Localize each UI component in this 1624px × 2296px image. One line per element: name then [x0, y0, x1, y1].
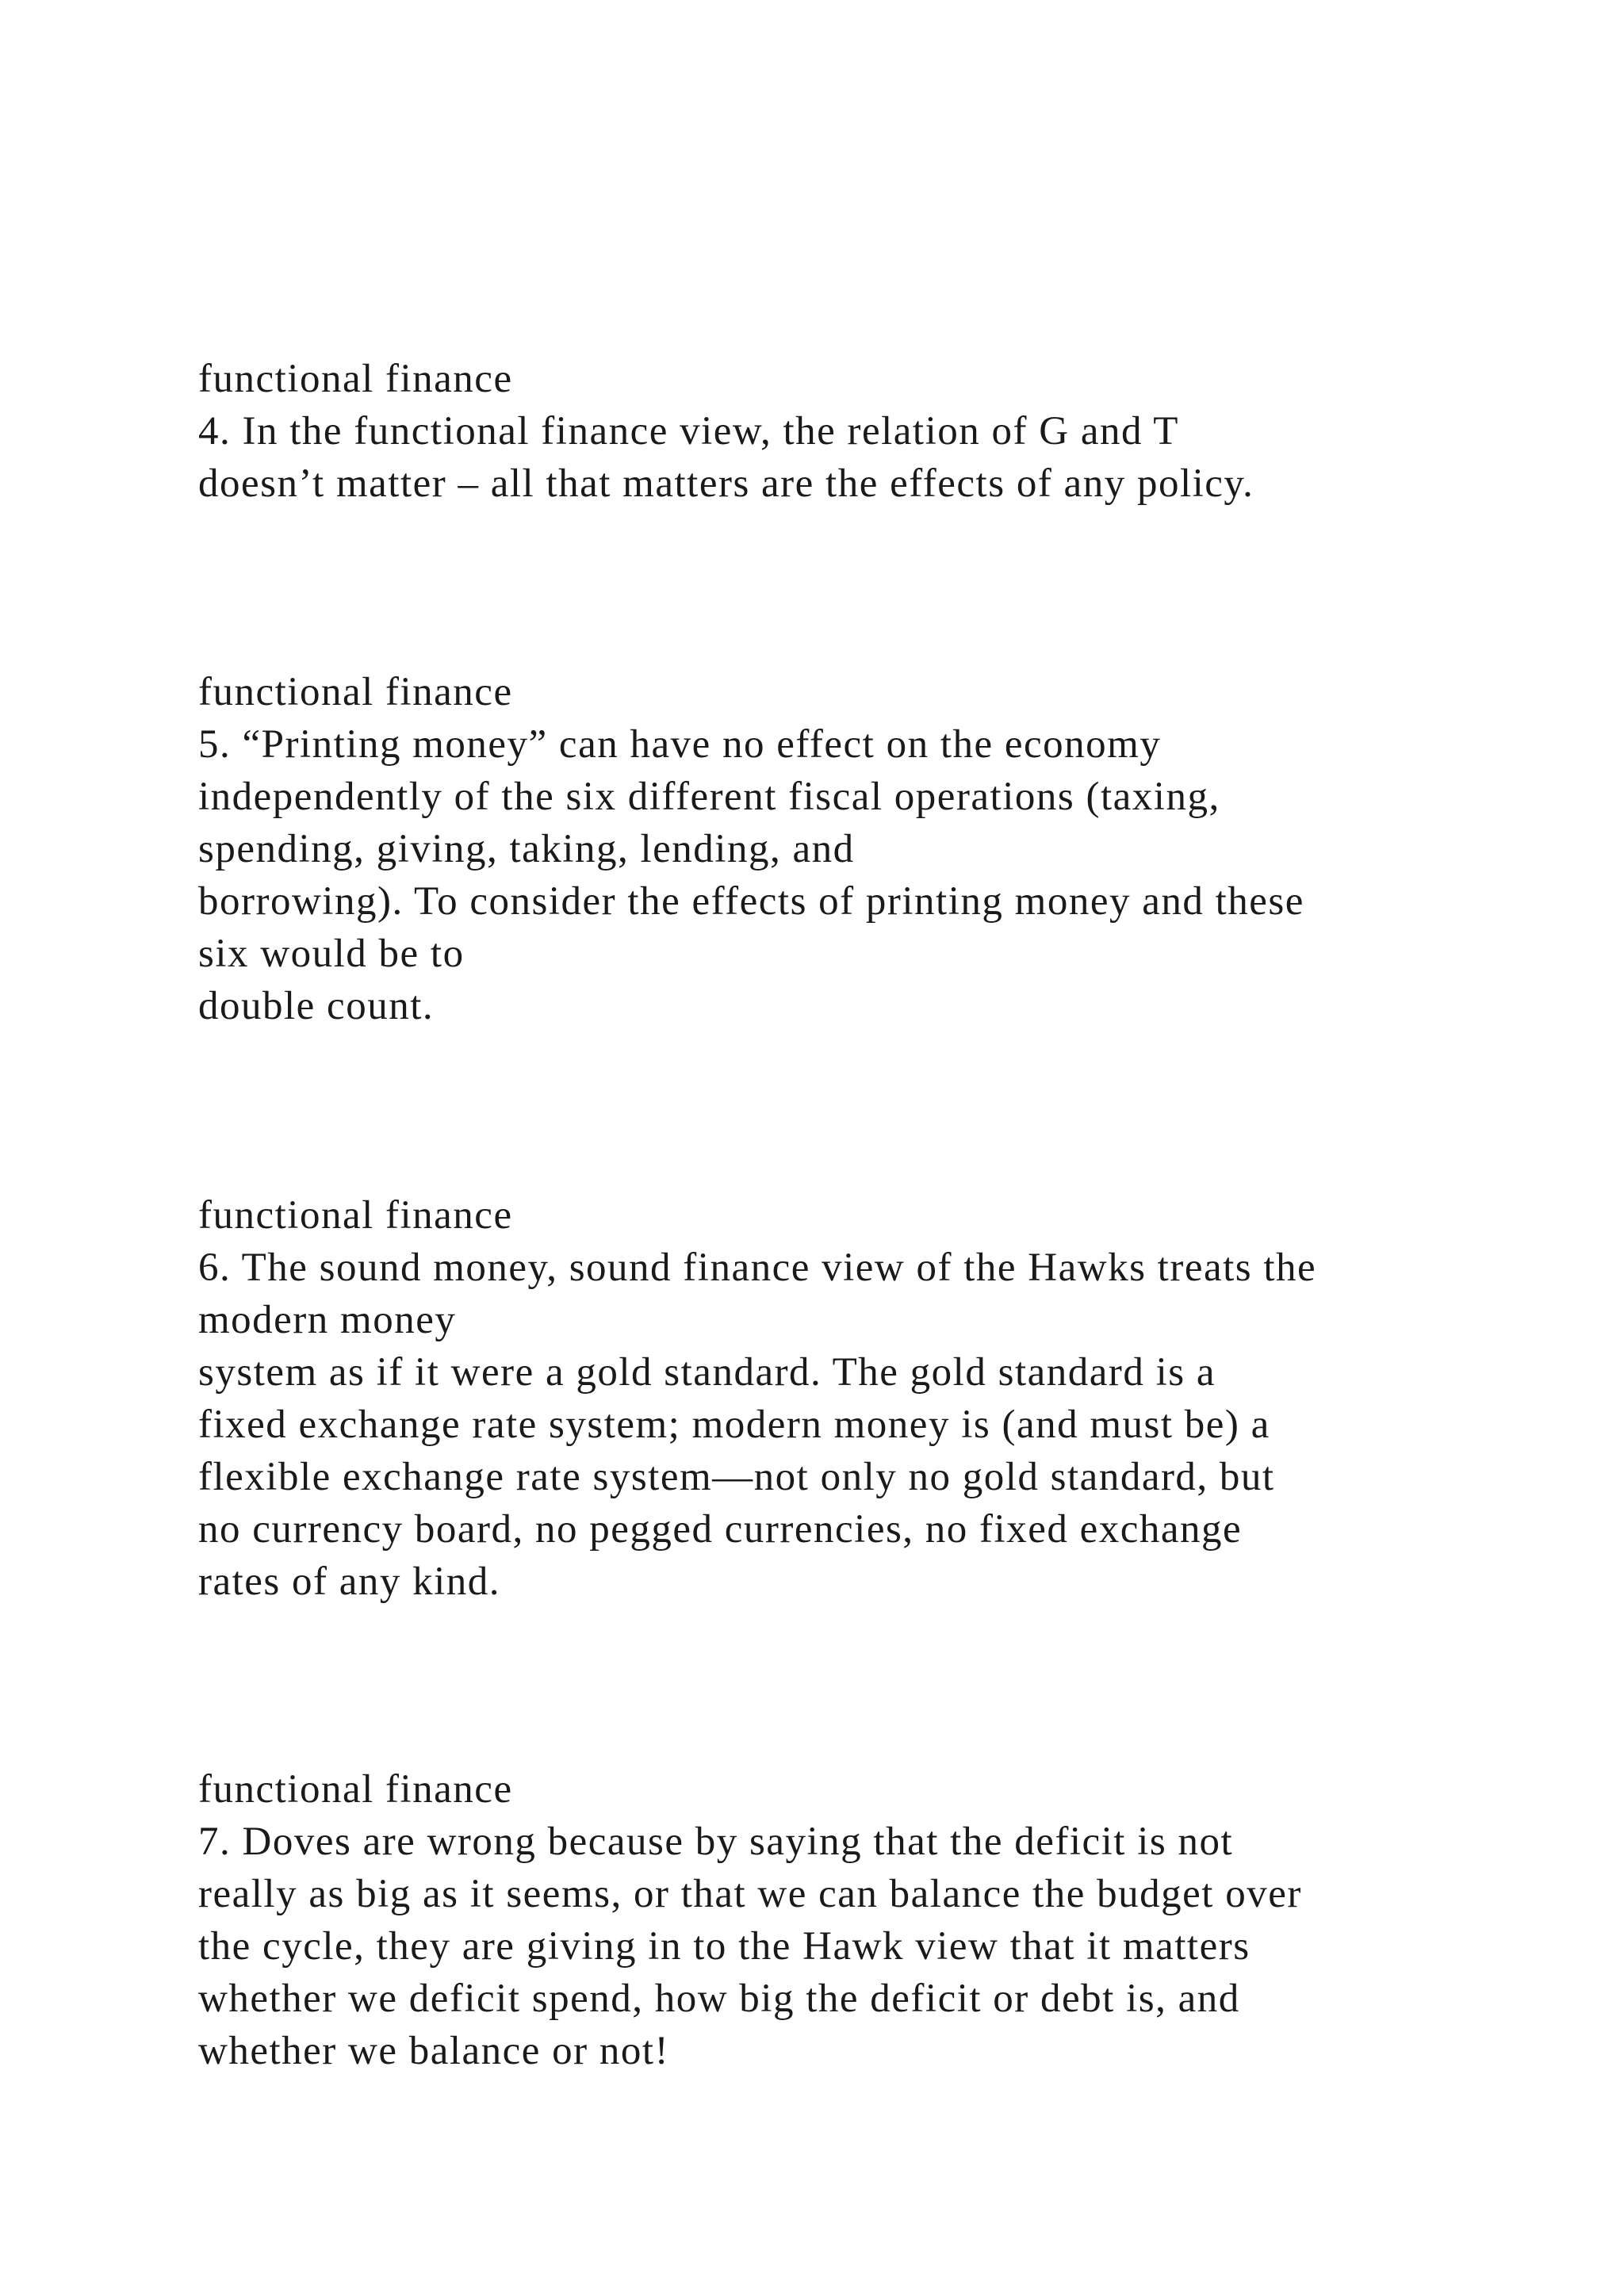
paragraph-line: borrowing). To consider the effects of printing money and these [198, 879, 1304, 924]
section-point-7 [198, 1763, 1562, 2077]
paragraph-line: no currency board, no pegged currencies, no fixed exchange [198, 1507, 1243, 1552]
paragraph-line: fixed exchange rate system; modern money is (and must be) a [198, 1402, 1270, 1447]
paragraph-line: 4. In the functional finance view, the relation of G and T [198, 409, 1179, 453]
paragraph-line: modern money [198, 1298, 457, 1342]
paragraph-line: spending, giving, taking, lending, and [198, 827, 855, 871]
section-heading: functional finance [198, 1767, 513, 1812]
section-point-6 [198, 1189, 1562, 1608]
paragraph-line: doesn’t matter – all that matters are the effects of any policy. [198, 461, 1254, 506]
section-heading: functional finance [198, 670, 513, 714]
section-point-5 [198, 666, 1562, 1032]
section-point-4 [198, 353, 1562, 510]
paragraph-line: independently of the six different fiscal operations (taxing, [198, 775, 1220, 819]
paragraph-line: whether we deficit spend, how big the deficit or debt is, and [198, 1976, 1240, 2021]
paragraph-line: flexible exchange rate system—not only no gold standard, but [198, 1455, 1275, 1499]
paragraph-line: system as if it were a gold standard. The gold standard is a [198, 1350, 1216, 1395]
paragraph-line: 5. “Printing money” can have no effect on the economy [198, 722, 1162, 767]
paragraph-line: the cycle, they are giving in to the Hawk view that it matters [198, 1924, 1251, 1969]
paragraph-line: whether we balance or not! [198, 2029, 670, 2073]
paragraph-line: 7. Doves are wrong because by saying that the deficit is not [198, 1820, 1234, 1864]
paragraph-line: double count. [198, 984, 435, 1028]
paragraph-line: 6. The sound money, sound finance view of the Hawks treats the [198, 1246, 1317, 1290]
section-heading: functional finance [198, 357, 513, 401]
section-heading: functional finance [198, 1193, 513, 1238]
paragraph-line: really as big as it seems, or that we can balance the budget over [198, 1872, 1302, 1916]
paragraph-line: rates of any kind. [198, 1559, 501, 1604]
paragraph-line: six would be to [198, 932, 465, 976]
